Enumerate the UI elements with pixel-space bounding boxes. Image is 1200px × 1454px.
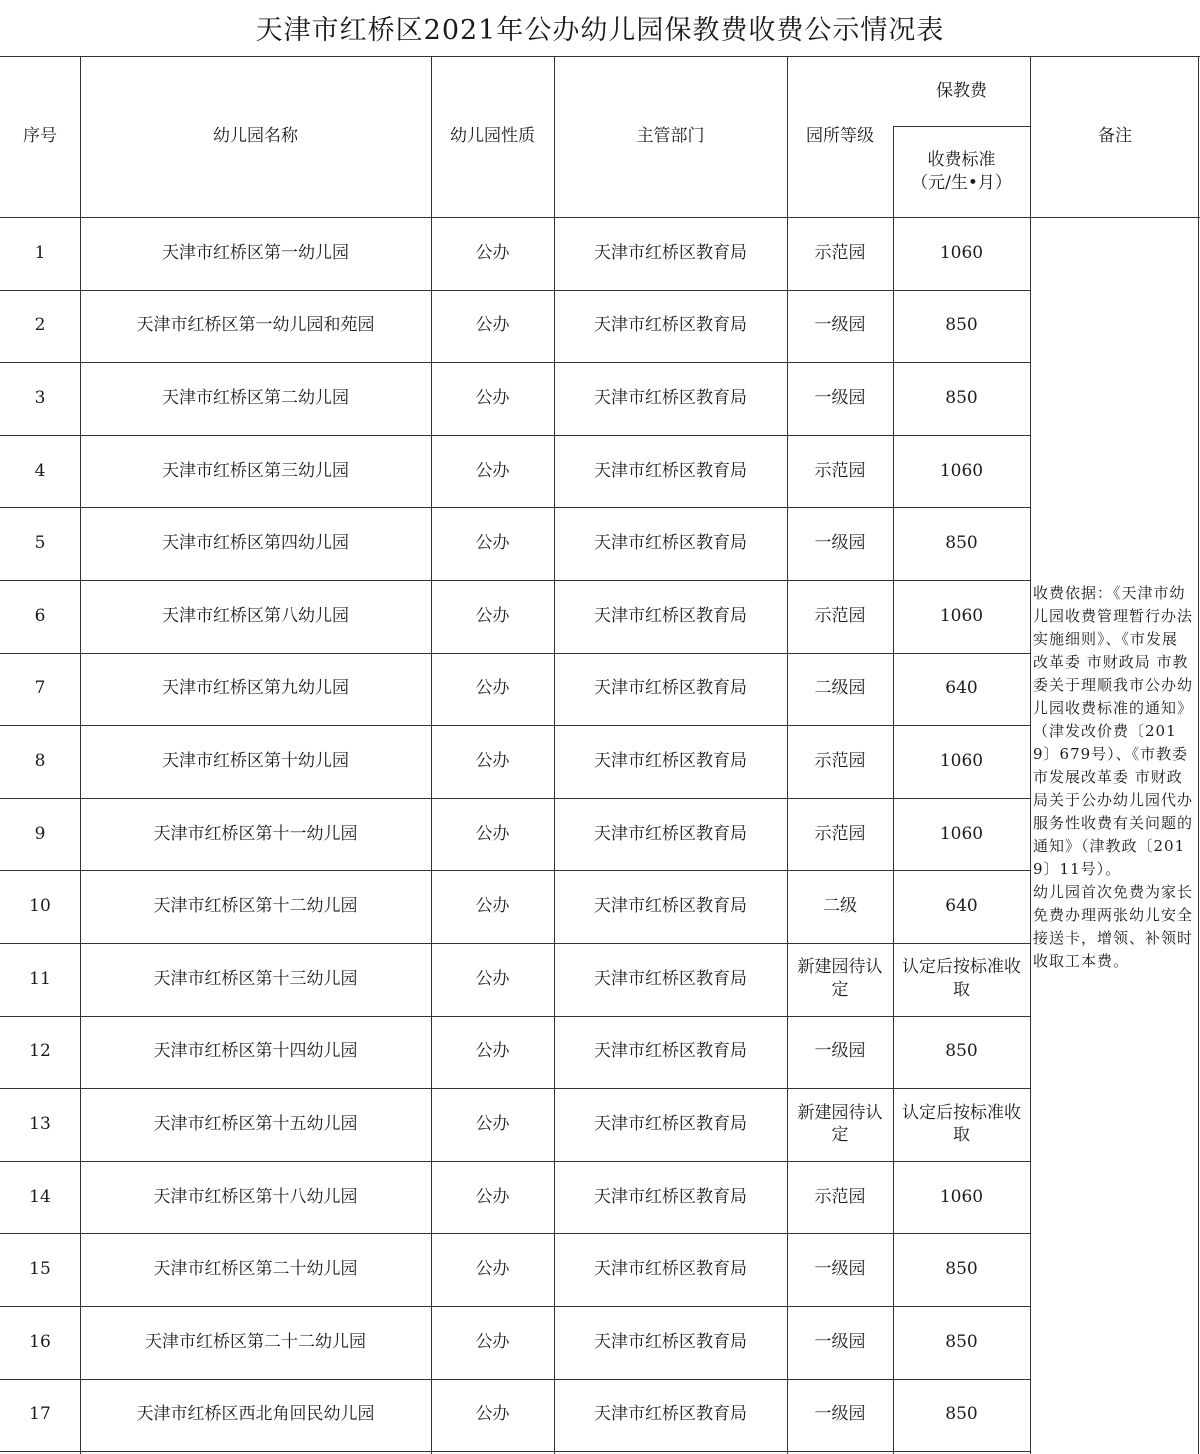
cell-grade: 二级 [823,896,857,917]
cell-grade: 示范园 [814,751,866,772]
fee-table [0,56,1200,1454]
remark-cell [1033,582,1193,973]
cell-name: 天津市红桥区第二十二幼儿园 [145,1331,366,1352]
cell-department: 天津市红桥区教育局 [594,533,747,554]
grid-line [1198,56,1199,1454]
cell-fee: 1060 [939,1186,984,1207]
cell-nature: 公办 [475,460,510,481]
cell-department: 天津市红桥区教育局 [594,896,747,917]
grid-line [0,798,1030,799]
header-grade: 园所等级 [806,126,874,147]
cell-fee: 850 [945,315,978,336]
cell-name: 天津市红桥区第三幼儿园 [162,460,349,481]
cell-grade: 示范园 [814,460,866,481]
header-department: 主管部门 [636,126,705,147]
grid-line [0,56,1200,57]
cell-nature: 公办 [475,823,510,844]
cell-grade: 示范园 [814,1186,866,1207]
cell-nature: 公办 [475,1186,510,1207]
cell-name: 天津市红桥区第二幼儿园 [162,388,349,409]
cell-index: 1 [34,242,46,263]
grid-line [431,56,432,1454]
grid-line [1030,56,1031,1454]
cell-grade: 示范园 [814,242,866,263]
cell-nature: 公办 [475,751,510,772]
cell-name: 天津市红桥区第一幼儿园和苑园 [136,315,375,336]
page-title: 天津市红桥区2021年公办幼儿园保教费收费公示情况表 [255,15,945,46]
grid-line [0,1306,1030,1307]
cell-department: 天津市红桥区教育局 [594,605,747,626]
grid-line [554,56,555,1454]
cell-department: 天津市红桥区教育局 [594,1186,747,1207]
cell-department: 天津市红桥区教育局 [594,315,747,336]
cell-fee: 640 [945,896,978,917]
cell-name: 天津市红桥区西北角回民幼儿园 [136,1404,375,1425]
grid-line [0,580,1030,581]
cell-nature: 公办 [475,1114,510,1135]
remark-card: 幼儿园首次免费为家长免费办理两张幼儿安全接送卡，增领、补领时收取工本费。 [1033,883,1194,970]
cell-fee: 认定后按标准收取 [902,957,1021,1001]
cell-fee: 850 [945,1041,978,1062]
cell-nature: 公办 [475,242,510,263]
cell-nature: 公办 [475,1331,510,1352]
cell-department: 天津市红桥区教育局 [594,1041,747,1062]
grid-line [0,362,1030,363]
grid-line [0,290,1030,291]
cell-fee: 850 [945,388,978,409]
cell-department: 天津市红桥区教育局 [594,1259,747,1280]
cell-fee: 850 [945,1331,978,1352]
cell-grade: 一级园 [814,1404,866,1425]
grid-line [893,126,894,1454]
cell-index: 12 [29,1041,51,1062]
cell-name: 天津市红桥区第九幼儿园 [162,678,349,699]
cell-index: 10 [29,896,51,917]
cell-department: 天津市红桥区教育局 [594,968,747,989]
cell-nature: 公办 [475,1041,510,1062]
cell-nature: 公办 [475,896,510,917]
cell-fee: 1060 [939,823,984,844]
cell-nature: 公办 [475,388,510,409]
header-nature: 幼儿园性质 [450,126,535,147]
grid-line [0,870,1030,871]
cell-fee: 1060 [939,605,984,626]
grid-line [0,653,1030,654]
cell-fee: 1060 [939,242,984,263]
cell-grade: 一级园 [814,315,866,336]
cell-name: 天津市红桥区第一幼儿园 [162,242,349,263]
cell-department: 天津市红桥区教育局 [594,460,747,481]
cell-index: 5 [34,533,46,554]
cell-index: 17 [29,1404,51,1425]
cell-grade: 一级园 [814,388,866,409]
grid-line [0,435,1030,436]
cell-name: 天津市红桥区第十三幼儿园 [153,968,358,989]
cell-name: 天津市红桥区第二十幼儿园 [153,1259,358,1280]
cell-index: 14 [29,1186,51,1207]
cell-index: 4 [34,460,46,481]
grid-line [80,56,81,1454]
cell-grade: 示范园 [814,605,866,626]
cell-fee: 850 [945,1404,978,1425]
cell-nature: 公办 [475,678,510,699]
cell-department: 天津市红桥区教育局 [594,1404,747,1425]
header-fee-unit: （元/生•月） [911,172,1012,193]
cell-name: 天津市红桥区第十幼儿园 [162,751,349,772]
cell-name: 天津市红桥区第四幼儿园 [162,533,349,554]
cell-nature: 公办 [475,1404,510,1425]
grid-line [0,943,1030,944]
cell-grade: 一级园 [814,1331,866,1352]
header-name: 幼儿园名称 [213,126,298,147]
cell-name: 天津市红桥区第十四幼儿园 [153,1041,358,1062]
header-index: 序号 [23,126,57,147]
cell-department: 天津市红桥区教育局 [594,678,747,699]
cell-grade: 示范园 [814,823,866,844]
cell-department: 天津市红桥区教育局 [594,751,747,772]
cell-department: 天津市红桥区教育局 [594,1114,747,1135]
grid-line [0,1016,1030,1017]
cell-nature: 公办 [475,1259,510,1280]
cell-name: 天津市红桥区第八幼儿园 [162,605,349,626]
grid-line [0,1379,1030,1380]
grid-line [787,56,788,1454]
cell-department: 天津市红桥区教育局 [594,1331,747,1352]
cell-fee: 850 [945,533,978,554]
cell-index: 3 [34,388,46,409]
cell-name: 天津市红桥区第十一幼儿园 [153,823,358,844]
cell-fee: 1060 [939,460,984,481]
cell-department: 天津市红桥区教育局 [594,823,747,844]
cell-grade: 一级园 [814,1041,866,1062]
grid-line [0,217,1200,218]
cell-name: 天津市红桥区第十八幼儿园 [153,1186,358,1207]
cell-grade: 二级园 [814,678,866,699]
cell-grade: 一级园 [814,533,866,554]
cell-grade: 新建园待认定 [797,957,883,1001]
cell-nature: 公办 [475,533,510,554]
cell-index: 7 [34,678,46,699]
cell-index: 13 [29,1114,51,1135]
cell-name: 天津市红桥区第十二幼儿园 [153,896,358,917]
cell-index: 16 [29,1331,51,1352]
cell-index: 6 [34,605,46,626]
cell-grade: 一级园 [814,1259,866,1280]
cell-index: 8 [34,751,46,772]
cell-nature: 公办 [475,968,510,989]
cell-index: 2 [34,315,46,336]
cell-fee: 640 [945,678,978,699]
grid-line [893,126,1030,127]
cell-nature: 公办 [475,605,510,626]
grid-line [0,1088,1030,1089]
header-fee-standard [893,126,1030,217]
cell-index: 11 [29,968,51,989]
grid-line [0,1451,1030,1452]
cell-department: 天津市红桥区教育局 [594,388,747,409]
grid-line [0,725,1030,726]
remark-basis: 收费依据：《天津市幼儿园收费管理暂行办法实施细则》、《市发展改革委 市财政局 市教委关于理顺我市公办幼儿园收费标准的通知》（津发改价费〔2019〕679号）、《市教委 市发展改革委 市财政局关于公办幼儿园代办服务性收费有关问题的通知》（津教政〔2019〕11号）。 [1033,584,1194,878]
grid-line [0,1161,1030,1162]
grid-line [0,507,1030,508]
cell-name: 天津市红桥区第十五幼儿园 [153,1114,358,1135]
cell-fee: 认定后按标准收取 [902,1102,1021,1146]
cell-index: 15 [29,1259,51,1280]
cell-fee: 850 [945,1259,978,1280]
cell-grade: 新建园待认定 [797,1102,883,1146]
header-fee-group: 保教费 [936,80,987,101]
header-remark: 备注 [1098,126,1132,147]
cell-nature: 公办 [475,315,510,336]
cell-department: 天津市红桥区教育局 [594,242,747,263]
cell-index: 9 [34,823,46,844]
header-fee-standard-label: 收费标准 [927,149,996,170]
grid-line [0,1233,1030,1234]
cell-fee: 1060 [939,751,984,772]
